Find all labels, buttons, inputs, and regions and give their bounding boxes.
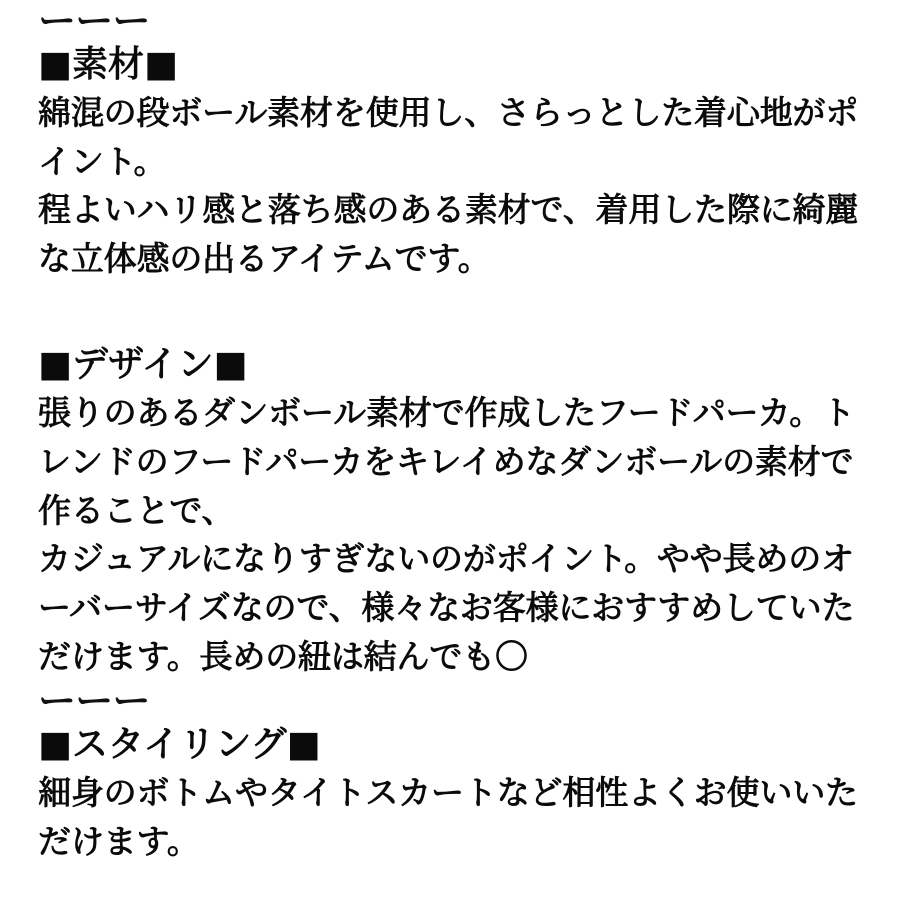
section-design: [38, 342, 860, 682]
section-design-heading: ■デザイン■: [38, 344, 248, 386]
divider-top: ーーー: [38, 0, 150, 42]
section-styling-heading: ■スタイリング■: [38, 723, 321, 765]
divider-mid: ーーー: [38, 679, 150, 722]
spacer-material-design: [38, 284, 860, 342]
section-design-paragraph-1: 張りのあるダンボール素材で作成したフードパーカ。トレンドのフードパーカをキレイめなダンボールの素材で作ることで、: [38, 392, 855, 530]
section-material-paragraph-1: 綿混の段ボール素材を使用し、さらっとした着心地がポイント。: [38, 92, 859, 181]
section-material: [38, 42, 860, 284]
section-styling: [38, 722, 860, 866]
section-material-paragraph-2: 程よいハリ感と落ち感のある素材で、着用した際に綺麗な立体感の出るアイテムです。: [38, 190, 859, 279]
section-design-paragraph-2: カジュアルになりすぎないのがポイント。やや長めのオーバーサイズなので、様々なお客様におすすめしていただけます。長めの紐は結んでも〇: [38, 539, 855, 677]
section-styling-paragraph-1: 細身のボトムやタイトスカートなど相性よくお使いいただけます。: [38, 772, 858, 861]
section-material-heading: ■素材■: [38, 44, 179, 85]
